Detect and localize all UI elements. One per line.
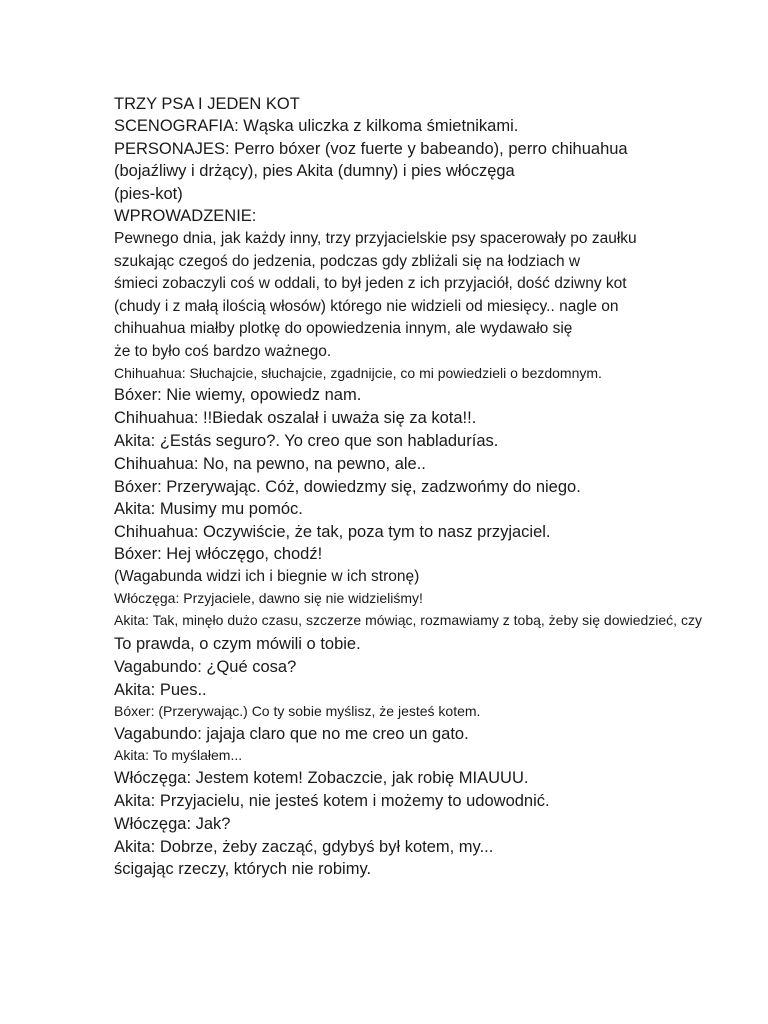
dialogue-line: Akita: Przyjacielu, nie jesteś kotem i możemy to udowodnić. — [114, 792, 550, 810]
dialogue-line: Vagabundo: jajaja claro que no me creo un gato. — [114, 725, 469, 743]
dialogue-line: To prawda, o czym mówili o tobie. — [114, 635, 361, 653]
dialogue-line: Chihuahua: Słuchajcie, słuchajcie, zgadnijcie, co mi powiedzieli o bezdomnym. — [114, 365, 602, 381]
characters-line: (pies-kot) — [114, 185, 183, 203]
introduction-text: chihuahua miałby plotkę do opowiedzenia innym, ale wydawało się — [114, 320, 573, 337]
dialogue-line: Bóxer: (Przerywając.) Co ty sobie myślisz, że jesteś kotem. — [114, 703, 481, 719]
introduction-text: Pewnego dnia, jak każdy inny, trzy przyjacielskie psy spacerowały po zaułku — [114, 230, 637, 247]
dialogue-line: Chihuahua: Oczywiście, że tak, poza tym to nasz przyjaciel. — [114, 523, 551, 541]
dialogue-line: Chihuahua: No, na pewno, na pewno, ale.. — [114, 455, 426, 473]
dialogue-line: Chihuahua: !!Biedak oszalał i uważa się za kota!!. — [114, 409, 477, 427]
dialogue-line: Vagabundo: ¿Qué cosa? — [114, 658, 297, 676]
dialogue-line: ścigając rzeczy, których nie robimy. — [114, 860, 372, 878]
dialogue-line: Włóczęga: Jak? — [114, 815, 231, 833]
dialogue-line: Akita: Pues.. — [114, 681, 207, 699]
dialogue-line: Akita: Musimy mu pomóc. — [114, 500, 303, 518]
dialogue-line: Akita: To myślałem... — [114, 747, 243, 763]
dialogue-line: Bóxer: Hej włóczęgo, chodź! — [114, 545, 323, 563]
stage-direction: (Wagabunda widzi ich i biegnie w ich stronę) — [114, 568, 420, 585]
dialogue-line: Akita: Tak, minęło dużo czasu, szczerze mówiąc, rozmawiamy z tobą, żeby się dowiedzieć, czy — [114, 612, 702, 628]
characters-line: PERSONAJES: Perro bóxer (voz fuerte y babeando), perro chihuahua — [114, 140, 628, 158]
introduction-text: (chudy i z małą ilością włosów) którego nie widzieli od miesięcy.. nagle on — [114, 298, 619, 315]
dialogue-line: Włóczęga: Przyjaciele, dawno się nie widzieliśmy! — [114, 590, 423, 606]
introduction-heading: WPROWADZENIE: — [114, 207, 257, 225]
document-title: TRZY PSA I JEDEN KOT — [114, 95, 300, 113]
characters-line: (bojaźliwy i drżący), pies Akita (dumny) i pies włóczęga — [114, 162, 515, 180]
introduction-text: śmieci zobaczyli coś w oddali, to był jeden z ich przyjaciół, dość dziwny kot — [114, 275, 627, 292]
introduction-text: że to było coś bardzo ważnego. — [114, 343, 332, 360]
dialogue-line: Akita: ¿Estás seguro?. Yo creo que son habladurías. — [114, 432, 499, 450]
introduction-text: szukając czegoś do jedzenia, podczas gdy zbliżali się na łodziach w — [114, 253, 581, 270]
dialogue-line: Akita: Dobrze, żeby zacząć, gdybyś był kotem, my... — [114, 838, 494, 856]
dialogue-line: Bóxer: Przerywając. Cóż, dowiedzmy się, zadzwońmy do niego. — [114, 478, 581, 496]
scenography-line: SCENOGRAFIA: Wąska uliczka z kilkoma śmietnikami. — [114, 117, 519, 135]
dialogue-line: Bóxer: Nie wiemy, opowiedz nam. — [114, 386, 362, 404]
dialogue-line: Włóczęga: Jestem kotem! Zobaczcie, jak robię MIAUUU. — [114, 769, 529, 787]
